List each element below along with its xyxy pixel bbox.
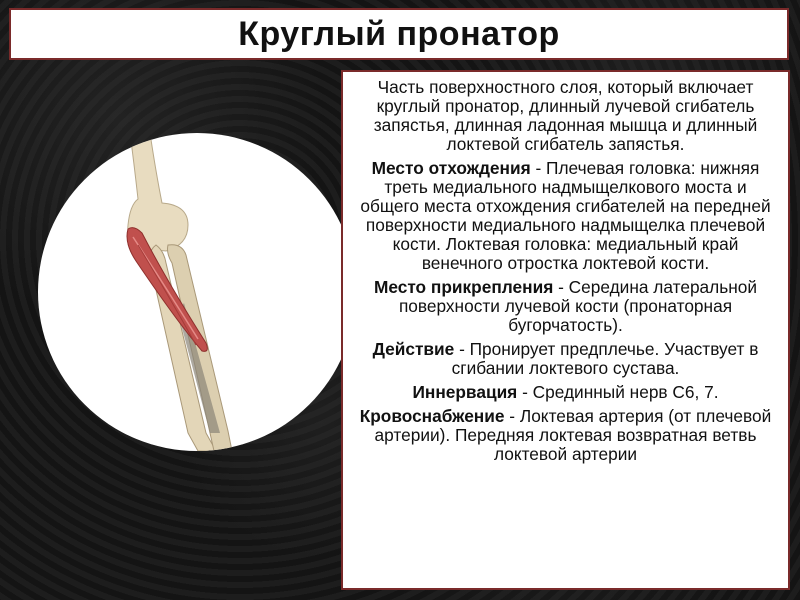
innervation-paragraph [353, 383, 778, 402]
page-title: Круглый пронатор [238, 14, 560, 53]
description-panel [341, 70, 790, 590]
forearm-svg [38, 133, 356, 451]
insertion-label: Место прикрепления [373, 277, 554, 297]
innervation-text: - Срединный нерв С6, 7. [517, 382, 719, 402]
insertion-text: - Середина латеральной поверхности лучевой кости (пронаторная бугорчатость). [398, 277, 758, 335]
title-banner [9, 8, 789, 60]
blood-supply-paragraph [353, 407, 778, 464]
action-text: - Пронирует предплечье. Участвует в сгибании локтевого сустава. [451, 339, 759, 378]
blood-supply-label: Кровоснабжение [359, 406, 505, 426]
origin-text: - Плечевая головка: нижняя треть медиального надмыщелкового моста и общего места отхождения сгибателей на передней поверхности медиального надмыщелка плечевой кости. Локтевая головка: медиальный край венечного отростка локтевой кости. [360, 158, 771, 273]
origin-paragraph [353, 159, 778, 273]
insertion-paragraph [353, 278, 778, 335]
action-paragraph [353, 340, 778, 378]
blood-supply-text: - Локтевая артерия (от плечевой артерии). Передняя локтевая возвратная ветвь локтевой артерии [374, 406, 772, 464]
origin-label: Место отхождения [371, 158, 531, 178]
innervation-label: Иннервация [412, 382, 518, 402]
anatomy-illustration [38, 133, 356, 451]
intro-paragraph: Часть поверхностного слоя, который включает круглый пронатор, длинный лучевой сгибатель запястья, длинная ладонная мышца и длинный локтевой сгибатель запястья. [373, 77, 758, 154]
action-label: Действие [372, 339, 455, 359]
